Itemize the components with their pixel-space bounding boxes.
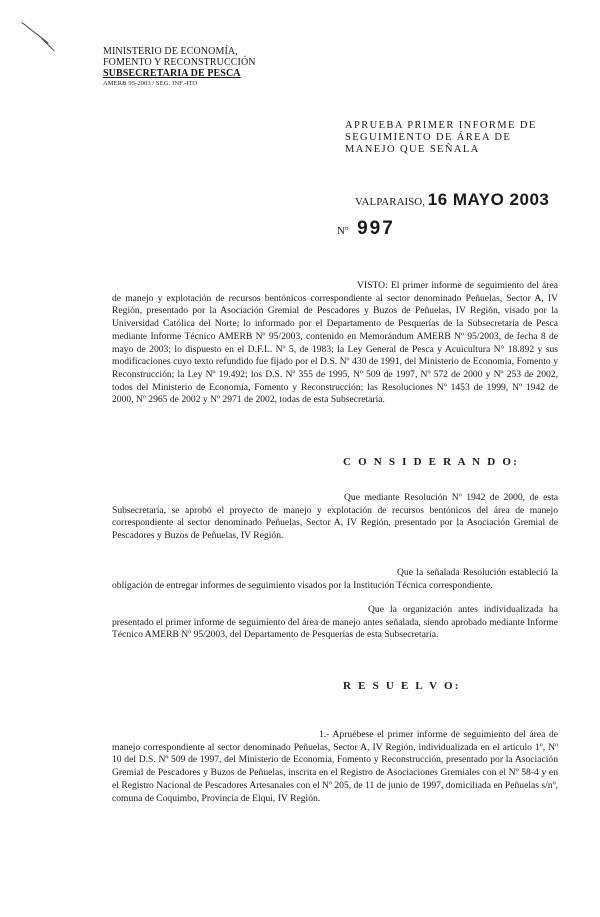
resuelvo-item: 1.- Apruébese el primer informe de seguimiento del área de manejo correspondiente al sector denominado Peñuelas, Sector A, IV Región, individualizada en el artículo 1º, Nº 10 del D.S. Nº 509 de 1997, del Ministerio de Economía, Fomento y Reconstrucción, presentado por la Asociación Gremial de Pescadores y Buzos de Peñuelas, inscrita en el Registro de Asociaciones Gremiales con el Nº 58-4 y en el Registro Nacional de Pescadores Artesanales con el Nº 205, de 11 de junio de 1997, domiciliada en Peñuelas s/nº, comuna de Coquimbo, Provincia de Elqui, IV Región. [112, 729, 558, 804]
place-date [355, 190, 549, 210]
document-subject: APRUEBA PRIMER INFORME DE SEGUIMIENTO DE ÁREA DE MANEJO QUE SEÑALA [345, 120, 537, 155]
place: VALPARAISO, [355, 196, 425, 208]
resuelvo-heading: R E S U E L V O: [343, 680, 461, 692]
number-prefix: Nº [337, 225, 349, 237]
ministry-line: FOMENTO Y RECONSTRUCCIÓN [103, 57, 256, 68]
considerando-heading: C O N S I D E R A N D O: [343, 456, 519, 468]
resolution-number [337, 218, 395, 240]
date-stamp: 16 MAYO 2003 [427, 190, 550, 209]
letterhead [103, 46, 256, 88]
reference-code: AMERB 95-2003 / SEG. INF.-ITO [103, 80, 198, 87]
number-value: 997 [357, 218, 395, 239]
considerando-item: Que mediante Resolución Nº 1942 de 2000, de esta Subsecretaría, se aprobó el proyecto de manejo y explotación de recursos bentónicos del área de manejo correspondiente al sector denominado Peñuelas, Sector A, IV Región, presentado por la Asociación Gremial de Pescadores y Buzos de Peñuelas, IV Región. [112, 492, 558, 542]
considerando-item: Que la señalada Resolución estableció la obligación de entregar informes de seguimiento visados por la Institución Técnica correspondiente. [112, 567, 558, 591]
visto-paragraph: VISTO: El primer informe de seguimiento del área de manejo y explotación de recursos bentónicos correspondiente al sector denominado Peñuelas, Sector A, IV Región, presentado por la Asociación Gremial de Pescadores y Buzos de Peñuelas, IV Región, visado por la Universidad Católica del Norte; lo informado por el Departamento de Pesquerías de la Subsecretaría de Pesca mediante Informe Técnico AMERB Nº 95/2003, contenido en Memorándum AMERB Nº 95/2003, de fecha 8 de mayo de 2003; lo dispuesto en el D.F.L. Nº 5, de 1983; la Ley General de Pesca y Acuicultura N° 18.892 y sus modificaciones cuyo texto refundido fue fijado por el D.S. Nº 430 de 1991, del Ministerio de Economía, Fomento y Reconstrucción; la Ley Nº 19.492; los D.S. Nº 355 de 1995, Nº 509 de 1997, Nº 572 de 2000 y Nº 253 de 2002, todos del Ministerio de Economía, Fomento y Reconstrucción; las Resoluciones Nº 1453 de 1999, Nº 1942 de 2000, Nº 2965 de 2002 y Nº 2971 de 2002, todas de esta Subsecretaría. [112, 280, 558, 406]
corner-mark [41, 38, 54, 51]
considerando-item: Que la organización antes individualizada ha presentado el primer informe de seguimiento del área de manejo antes señalada, siendo aprobado mediante Informe Técnico AMERB Nº 95/2003, del Departamento de Pesquerías de esta Subsecretaría. [112, 604, 558, 641]
subsecretaria-line: SUBSECRETARIA DE PESCA [103, 68, 241, 79]
ministry-line: MINISTERIO DE ECONOMÍA, [103, 46, 238, 57]
